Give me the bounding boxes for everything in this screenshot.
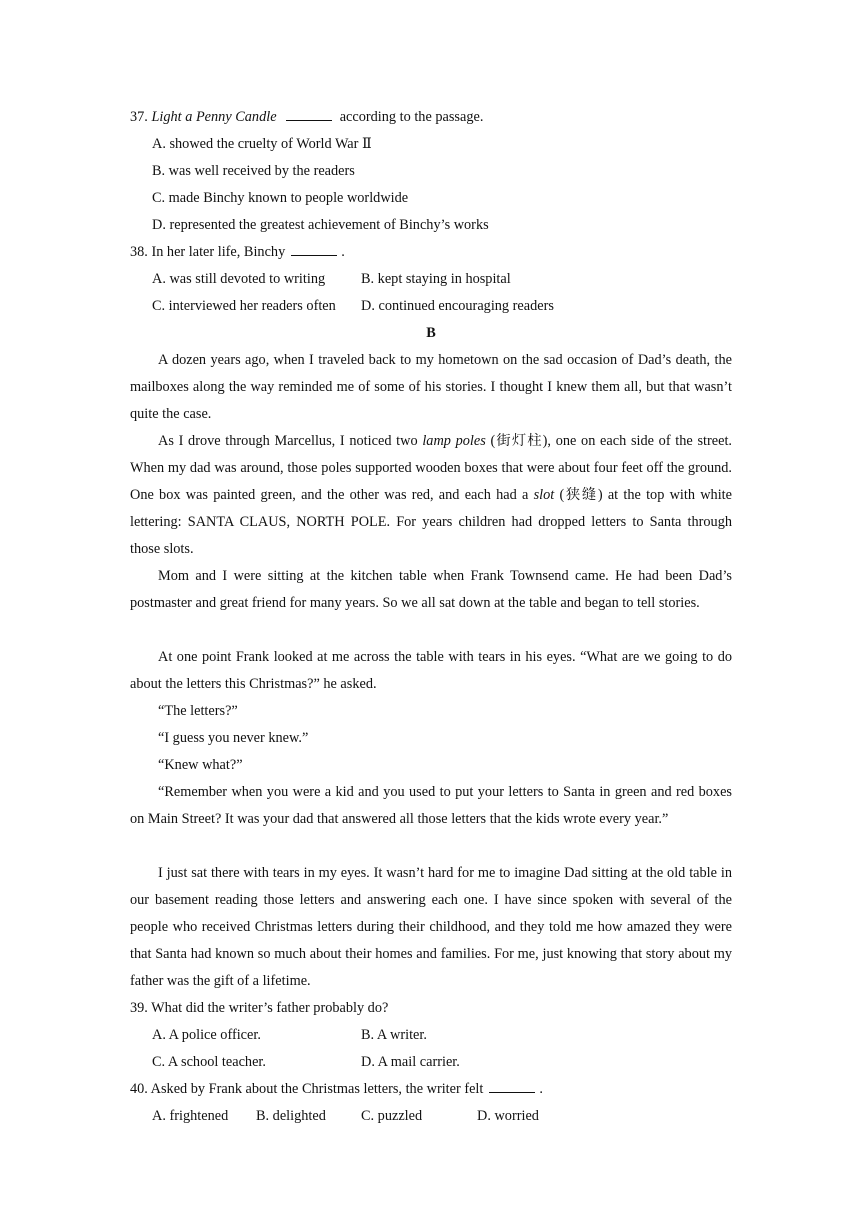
question-38-text: 38. In her later life, Binchy (130, 244, 286, 260)
paragraph-2-part-1: As I drove through Marcellus, I noticed two (158, 433, 423, 449)
question-38-option-a: A. was still devoted to writing (152, 271, 326, 287)
book-title: Light a Penny Candle (151, 109, 277, 125)
question-37-number: 37. (130, 109, 148, 125)
question-39-option-a: A. A police officer. (152, 1027, 261, 1043)
term-lamp-poles: lamp poles (422, 433, 486, 449)
passage-paragraph-4: At one point Frank looked at me across the table with tears in his eyes. “What are we going to do about the letters this Christmas?” he asked. (130, 649, 732, 692)
question-38-stem (130, 239, 733, 266)
paragraph-2-part-3: (狭缝) at the top with white lettering: SANTA CLAUS, NORTH POLE. For years children had dropped letters to Santa through those slots. (130, 487, 732, 557)
answer-blank-38[interactable] (291, 241, 337, 256)
question-39-option-d: D. A mail carrier. (361, 1054, 460, 1070)
passage-paragraph-2 (130, 428, 732, 563)
question-38-end: . (341, 244, 345, 260)
question-40-end: . (539, 1081, 543, 1097)
question-40-text: 40. Asked by Frank about the Christmas letters, the writer felt (130, 1081, 484, 1097)
question-40-option-c: C. puzzled (361, 1108, 423, 1124)
term-slot: slot (533, 487, 555, 503)
question-38-option-c: C. interviewed her readers often (152, 298, 336, 314)
question-38-option-b: B. kept staying in hospital (361, 271, 511, 287)
answer-blank-37[interactable] (286, 106, 332, 121)
question-37-option-d: D. represented the greatest achievement of Binchy’s works (152, 217, 489, 233)
passage-paragraph-3: Mom and I were sitting at the kitchen table when Frank Townsend came. He had been Dad’s postmaster and great friend for many years. So we all sat down at the table and began to tell stories. (130, 568, 732, 611)
question-39-stem: 39. What did the writer’s father probably do? (130, 1000, 389, 1016)
passage-paragraph-1: A dozen years ago, when I traveled back to my hometown on the sad occasion of Dad’s death, the mailboxes along the way reminded me of some of his stories. I thought I knew them all, but that wasn’t quite the case. (130, 352, 732, 422)
question-37-option-a: A. showed the cruelty of World War Ⅱ (152, 136, 372, 152)
passage-paragraph-9: I just sat there with tears in my eyes. It wasn’t hard for me to imagine Dad sitting at the old table in our basement reading those letters and answering each one. I have since spoken with several of the people who received Christmas letters during their childhood, and they told me how amazed they were that Santa had known so much about their homes and families. For me, just knowing that story about my father was the gift of a lifetime. (130, 865, 732, 989)
question-39-option-b: B. A writer. (361, 1027, 427, 1043)
question-39-option-c: C. A school teacher. (152, 1054, 266, 1070)
question-40-option-b: B. delighted (256, 1108, 326, 1124)
section-title: B (426, 325, 436, 341)
question-40-option-a: A. frightened (152, 1108, 229, 1124)
passage-paragraph-7: “Knew what?” (158, 757, 243, 773)
question-37-option-b: B. was well received by the readers (152, 163, 355, 179)
question-40-option-d: D. worried (477, 1108, 539, 1124)
passage-paragraph-8: “Remember when you were a kid and you used to put your letters to Santa in green and red boxes on Main Street? It was your dad that answered all those letters that the kids wrote every year.” (130, 784, 732, 827)
question-37-option-c: C. made Binchy known to people worldwide (152, 190, 409, 206)
question-40-stem (130, 1076, 733, 1103)
question-37-stem-rest: according to the passage. (339, 109, 484, 125)
question-37-stem (130, 104, 733, 131)
paragraph-2-part-2: (街灯柱), one on each side of the street. When my dad was around, those poles supported wooden boxes that were about four feet off the ground. One box was painted green, and the other was red, and each had a (130, 433, 732, 503)
passage-paragraph-6: “I guess you never knew.” (158, 730, 309, 746)
answer-blank-40[interactable] (489, 1078, 535, 1093)
passage-paragraph-5: “The letters?” (158, 703, 238, 719)
question-38-option-d: D. continued encouraging readers (361, 298, 554, 314)
